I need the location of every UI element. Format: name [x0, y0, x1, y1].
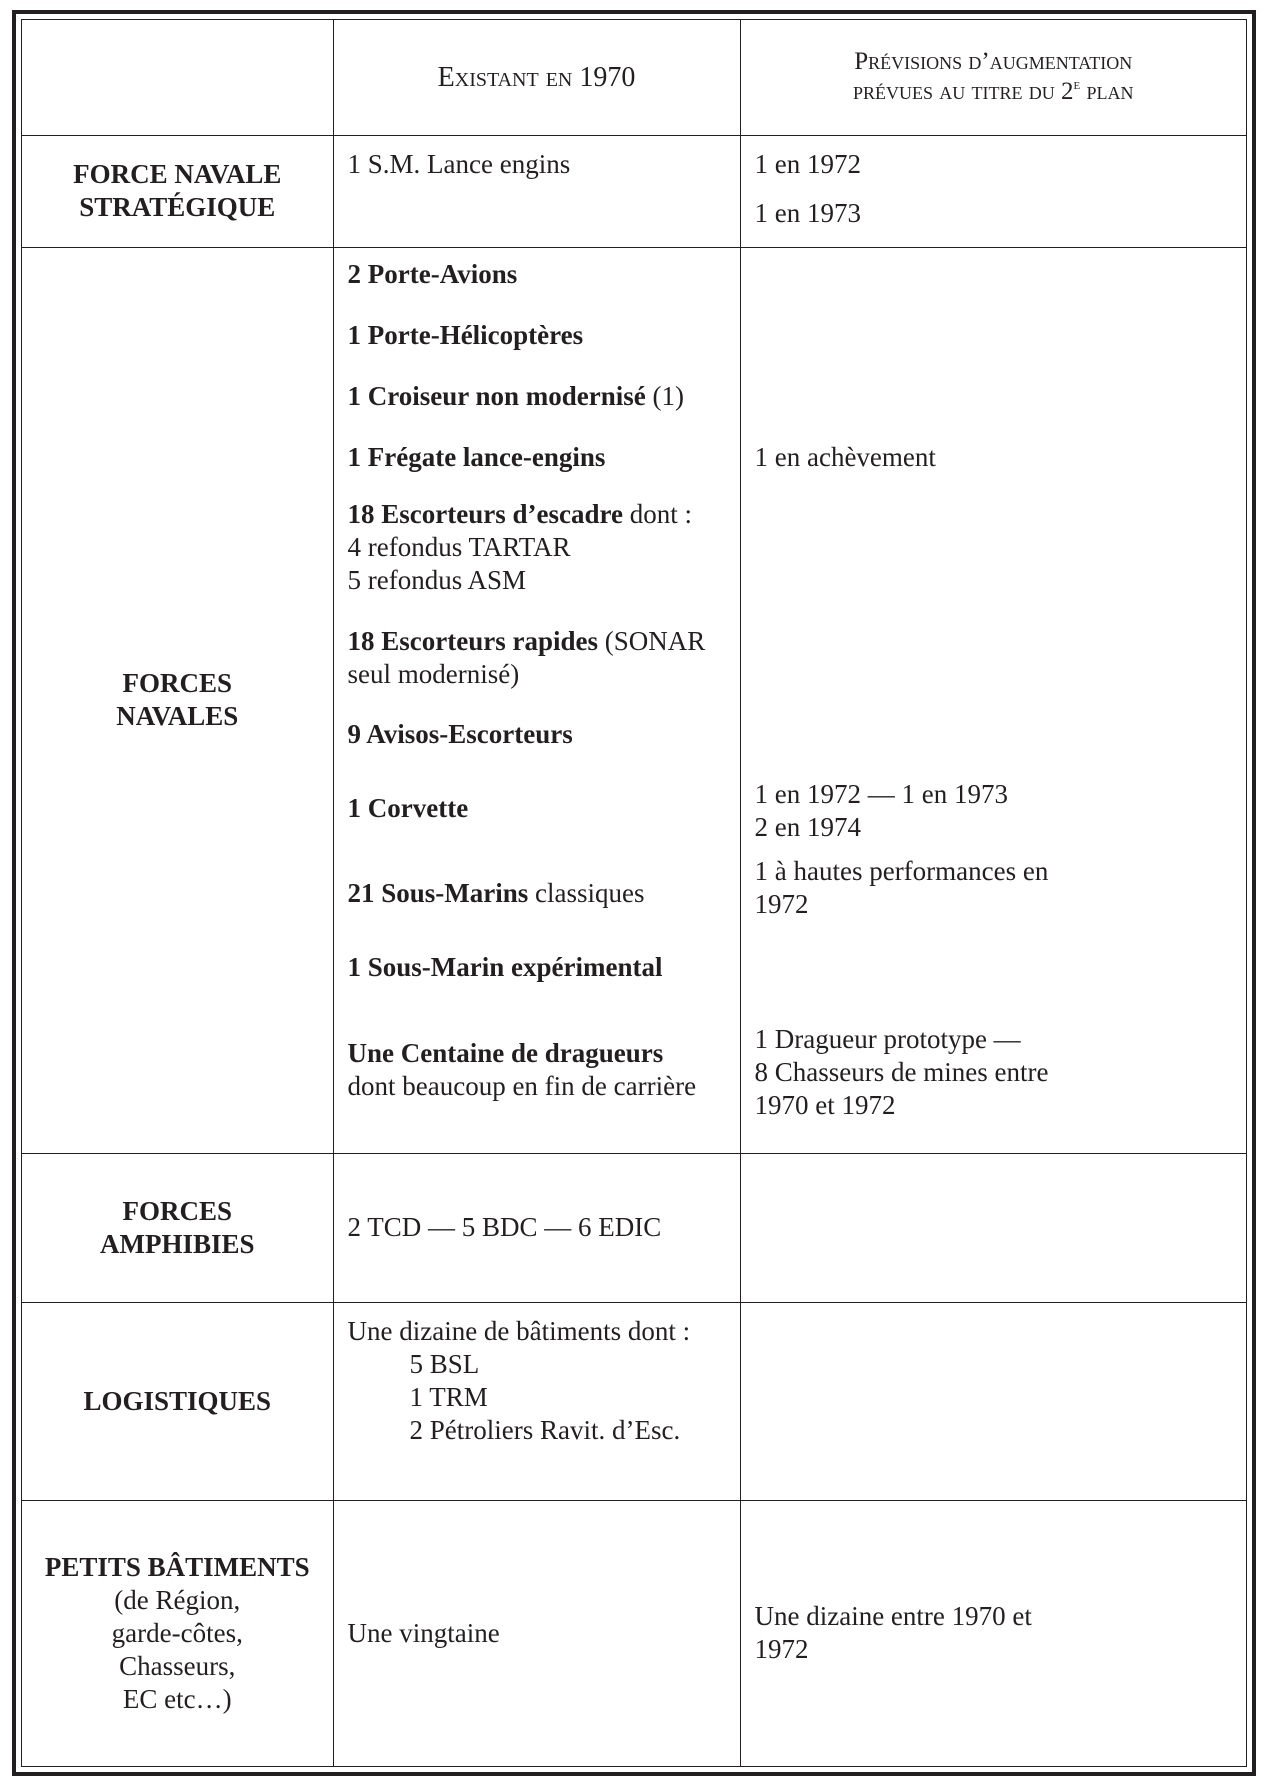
forecast-line: 1 en 1972 [754, 148, 861, 179]
category-line1: FORCES [122, 668, 233, 698]
list-item [348, 625, 706, 691]
existing-cell [333, 1302, 740, 1500]
header-forecast-line2b: plan [1080, 78, 1134, 106]
item-bold: Une Centaine de dragueurs [347, 1037, 664, 1068]
existing-cell [333, 1500, 740, 1766]
forecast-line: 1 en 1972 — 1 en 1973 [754, 778, 1008, 809]
forecast-fregate [755, 441, 936, 474]
list-item [348, 380, 685, 413]
existing-sub-item: 1 TRM [409, 1381, 488, 1412]
table-inner-border [21, 19, 1247, 1767]
header-existing-label: Existant en 1970 [437, 61, 636, 93]
header-forecast-line1: Prévisions d’augmentation [854, 48, 1133, 76]
header-existing [333, 20, 740, 135]
existing-cell [333, 247, 740, 1153]
table-frame [12, 10, 1256, 1776]
existing-intro: Une dizaine de bâtiments dont : [347, 1315, 691, 1346]
row-logistiques [22, 1302, 1246, 1500]
category-logistiques [22, 1302, 333, 1500]
naval-forces-table [22, 20, 1246, 1766]
forecast-line: 1972 [754, 1634, 809, 1665]
forecast-dragueurs [755, 1023, 1049, 1122]
item-sub: 5 refondus ASM [347, 564, 527, 595]
existing-sub-item: 2 Pétroliers Ravit. d’Esc. [409, 1414, 681, 1445]
list-item [348, 877, 645, 910]
category-forces-navales [22, 247, 333, 1153]
existing-text: Une vingtaine [347, 1617, 500, 1648]
header-forecast [740, 20, 1246, 135]
item-sub: 4 refondus TARTAR [347, 531, 571, 562]
list-item [348, 951, 663, 984]
existing-text: 1 S.M. Lance engins [347, 148, 571, 179]
item-bold: 1 Porte-Hélicoptères [347, 319, 584, 350]
item-bold: 2 Porte-Avions [347, 258, 518, 289]
list-item [348, 792, 469, 825]
forecast-cell [740, 1153, 1246, 1302]
forecast-cell [740, 247, 1246, 1153]
item-bold: 9 Avisos-Escorteurs [347, 718, 573, 749]
item-bold: 1 Corvette [347, 792, 469, 823]
category-force-navale-strategique [22, 135, 333, 247]
category-label: LOGISTIQUES [83, 1385, 272, 1416]
row-force-navale-strategique [22, 135, 1246, 247]
row-petits-batiments [22, 1500, 1246, 1766]
category-sub: garde-côtes, [111, 1617, 243, 1648]
list-item [348, 441, 606, 474]
forecast-line: 1 Dragueur prototype — [754, 1023, 1021, 1054]
forecast-line: 1972 [754, 888, 809, 919]
forecast-line: 1 en 1973 [754, 197, 861, 228]
item-bold: 18 Escorteurs d’escadre [347, 498, 623, 529]
item-rest: (1) [645, 380, 684, 411]
header-forecast-sup: e [1073, 77, 1081, 94]
category-line1: FORCE NAVALE [73, 159, 282, 189]
forecast-sousmarins [755, 855, 1049, 921]
category-sub: Chasseurs, [119, 1650, 236, 1681]
forecast-line: 8 Chasseurs de mines entre [754, 1056, 1049, 1087]
forecast-line: Une dizaine entre 1970 et [754, 1601, 1032, 1632]
forecast-cell [740, 1302, 1246, 1500]
existing-text: 2 TCD — 5 BDC — 6 EDIC [347, 1212, 662, 1242]
category-line2: AMPHIBIES [99, 1228, 255, 1259]
item-sub: seul modernisé) [347, 658, 520, 689]
item-bold: 1 Croiseur non modernisé [347, 380, 646, 411]
header-forecast-line2a: prévues au titre du 2 [853, 78, 1074, 106]
list-item [348, 319, 584, 352]
header-empty-cell [22, 20, 333, 135]
category-forces-amphibies [22, 1153, 333, 1302]
list-item [348, 258, 518, 291]
existing-cell [333, 1153, 740, 1302]
item-rest: dont : [622, 498, 692, 529]
item-bold: 1 Sous-Marin expérimental [347, 951, 663, 982]
forecast-cell [740, 1500, 1246, 1766]
category-sub: EC etc…) [122, 1683, 232, 1714]
forecast-line: 2 en 1974 [754, 811, 861, 842]
existing-cell [333, 135, 740, 247]
category-line2: NAVALES [116, 701, 239, 731]
item-sub: dont beaucoup en fin de carrière [347, 1070, 697, 1101]
row-forces-navales [22, 247, 1246, 1153]
item-bold: 1 Frégate lance-engins [347, 441, 606, 472]
category-line1: FORCES [122, 1195, 233, 1226]
forecast-line: 1970 et 1972 [754, 1089, 896, 1120]
item-rest: (SONAR [597, 625, 706, 656]
category-petits-batiments [22, 1500, 333, 1766]
item-bold: 18 Escorteurs rapides [347, 625, 598, 656]
forecast-corvette [755, 778, 1008, 844]
existing-sub-item: 5 BSL [409, 1348, 480, 1379]
forecast-line: 1 à hautes performances en [754, 855, 1049, 886]
forecast-line: 1 en achèvement [754, 441, 936, 472]
category-sub: (de Région, [114, 1584, 241, 1615]
row-forces-amphibies [22, 1153, 1246, 1302]
header-row [22, 20, 1246, 135]
list-item [348, 718, 573, 751]
category-label: PETITS BÂTIMENTS [44, 1551, 310, 1582]
item-bold: 21 Sous-Marins [347, 877, 529, 908]
forecast-cell [740, 135, 1246, 247]
list-item [348, 498, 692, 597]
list-item [348, 1037, 697, 1103]
category-line2: STRATÉGIQUE [79, 192, 276, 222]
item-rest: classiques [528, 877, 645, 908]
